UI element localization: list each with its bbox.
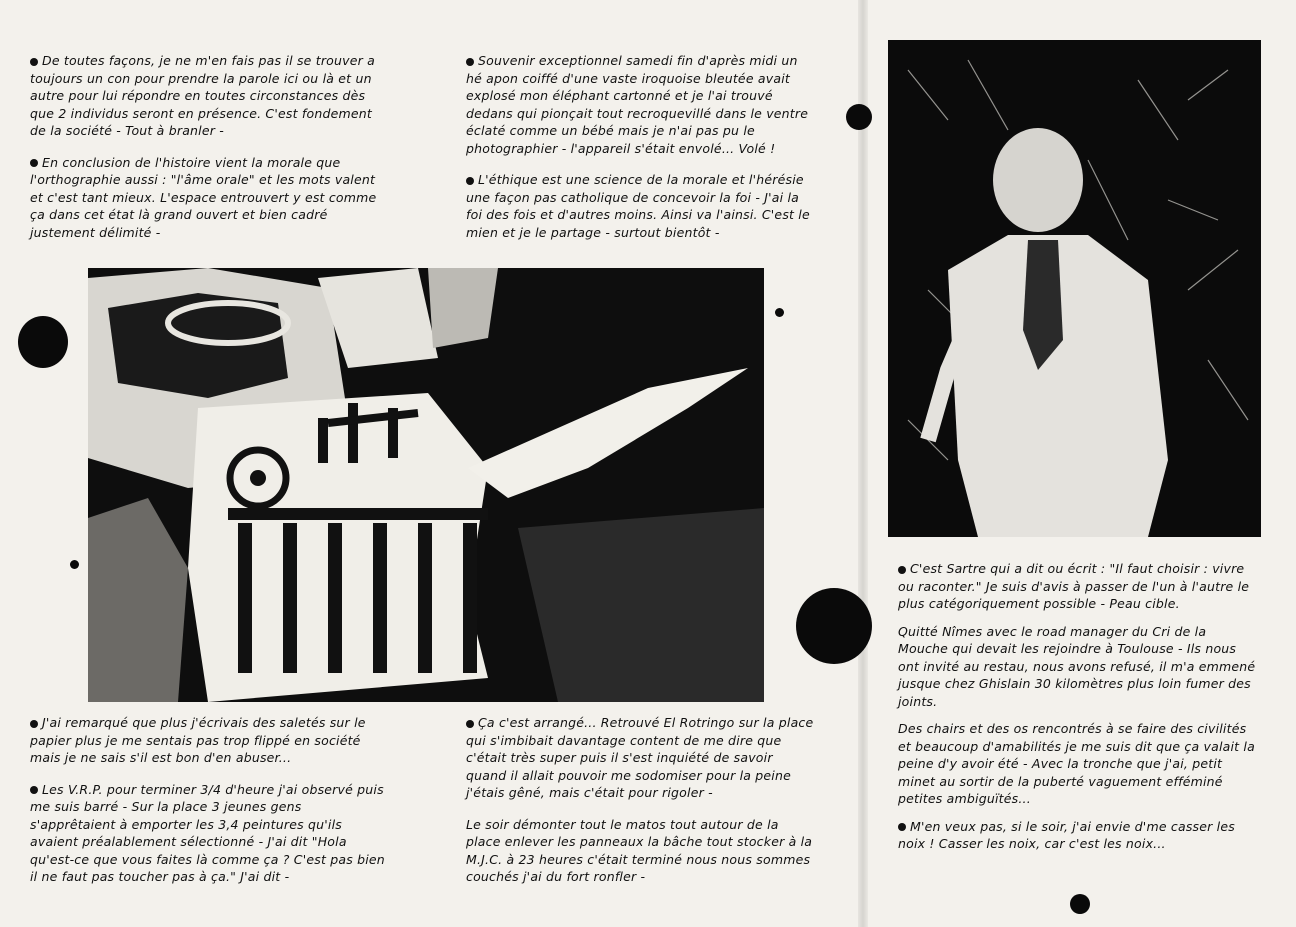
middle-top-text — [466, 52, 816, 255]
paragraph-text: Les V.R.P. pour terminer 3/4 d'heure j'ai observé puis me suis barré - Sur la place 3 jeunes gens s'apprêtaient à emporter les 3,4 peintures qu'ils avaient préalablement sélectionné - J'ai dit "Hola qu'est-ce que vous faites là comme ça ? C'est pas bien il ne faut pas toucher pas à ça." J'ai dit - — [30, 781, 385, 884]
paragraph — [30, 154, 385, 242]
paragraph — [30, 52, 385, 140]
paragraph-text: Souvenir exceptionnel samedi fin d'après midi un hé apon coiffé d'une vaste iroquoise bleutée avait explosé mon éléphant cartonné et je l'ai trouvé dedans qui pionçait tout recroquevillé dans le ventre éclaté comme un bébé mais je n'ai pas pu le photographier - l'appareil s'était envolé... Volé ! — [466, 53, 809, 156]
bullet-icon — [30, 159, 38, 167]
black-dot-decoration — [775, 308, 784, 317]
bullet-icon — [898, 566, 906, 574]
paragraph — [898, 560, 1258, 613]
left-bottom-text — [30, 714, 385, 900]
page-fold — [858, 0, 868, 927]
figure-image — [888, 40, 1261, 537]
bullet-icon — [898, 823, 906, 831]
bullet-icon — [30, 720, 38, 728]
black-dot-decoration — [70, 560, 79, 569]
paragraph-text: Le soir démonter tout le matos tout autour de la place enlever les panneaux la bâche tout stocker à la M.J.C. à 23 heures c'était terminé nous nous sommes couchés j'ai du fort ronfler - — [466, 816, 813, 884]
paragraph — [30, 714, 385, 767]
left-top-text — [30, 52, 385, 255]
paragraph-text: En conclusion de l'histoire vient la morale que l'orthographie aussi : "l'âme orale" et les mots valent et c'est tant mieux. L'espace entrouvert y est comme ça dans cet état là grand ouvert et bien cadré justement délimité - — [30, 154, 377, 240]
sculpture-image — [88, 268, 764, 702]
paragraph-text: Ça c'est arrangé... Retrouvé El Rotringo sur la place qui s'imbibait davantage content de me dire que c'était très super puis il s'est inquiété de savoir quand il allait pouvoir me sodomiser pour la peine j'étais gêné, mais c'était pour rigoler - — [466, 715, 814, 800]
paragraph — [898, 720, 1258, 808]
paragraph — [30, 781, 385, 886]
paragraph — [898, 623, 1258, 711]
paragraph — [466, 171, 816, 241]
paragraph — [466, 816, 816, 886]
paragraph-text: Des chairs et des os rencontrés à se faire des civilités et beaucoup d'amabilités je me suis dit que ça valait la peine d'y avoir été - Avec la tronche que j'ai, petit minet au sortir de la puberté vaguement efféminé petites ambiguïtés... — [898, 721, 1255, 806]
paragraph-text: Quitté Nîmes avec le road manager du Cri de la Mouche qui devait les rejoindre à Toulouse - Ils nous ont invité au restau, nous avons refusé, il m'a emmené jusque chez Ghislain 30 kilomètres plus loin fumer des joints. — [898, 623, 1256, 709]
paragraph — [898, 818, 1258, 853]
black-dot-decoration — [18, 316, 68, 368]
paragraph — [466, 52, 816, 157]
black-dot-decoration — [1070, 894, 1090, 914]
paragraph — [466, 714, 816, 802]
paragraph-text: L'éthique est une science de la morale et l'hérésie une façon pas catholique de concevoir la foi - J'ai la foi des fois et d'autres moins. Ainsi va l'ainsi. C'est le mien et je le partage - surtout bientôt - — [466, 172, 810, 240]
bullet-icon — [466, 720, 474, 728]
bullet-icon — [466, 177, 474, 185]
paragraph-text: J'ai remarqué que plus j'écrivais des saletés sur le papier plus je me sentais pas trop flippé en société mais je ne sais s'il est bon d'en abuser... — [30, 715, 366, 765]
bullet-icon — [30, 58, 38, 66]
paragraph-text: De toutes façons, je ne m'en fais pas il se trouver a toujours un con pour prendre la parole ici ou là et un autre pour lui répondre en toutes circonstances dès que 2 individus seront en présence. C'est fondement de la société - Tout à branler - — [30, 53, 375, 138]
right-text — [898, 560, 1258, 853]
black-dot-decoration — [796, 588, 872, 664]
figure-photo — [888, 40, 1261, 537]
bullet-icon — [30, 786, 38, 794]
middle-bottom-text — [466, 714, 816, 900]
sculpture-photo — [88, 268, 764, 702]
paragraph-text: C'est Sartre qui a dit ou écrit : "Il faut choisir : vivre ou raconter." Je suis d'avis à passer de l'un à l'autre le plus catégoriquement possible - Peau cible. — [898, 561, 1250, 611]
black-dot-decoration — [846, 104, 872, 130]
bullet-icon — [466, 58, 474, 66]
paragraph-text: M'en veux pas, si le soir, j'ai envie d'me casser les noix ! Casser les noix, car c'est les noix... — [898, 818, 1235, 851]
